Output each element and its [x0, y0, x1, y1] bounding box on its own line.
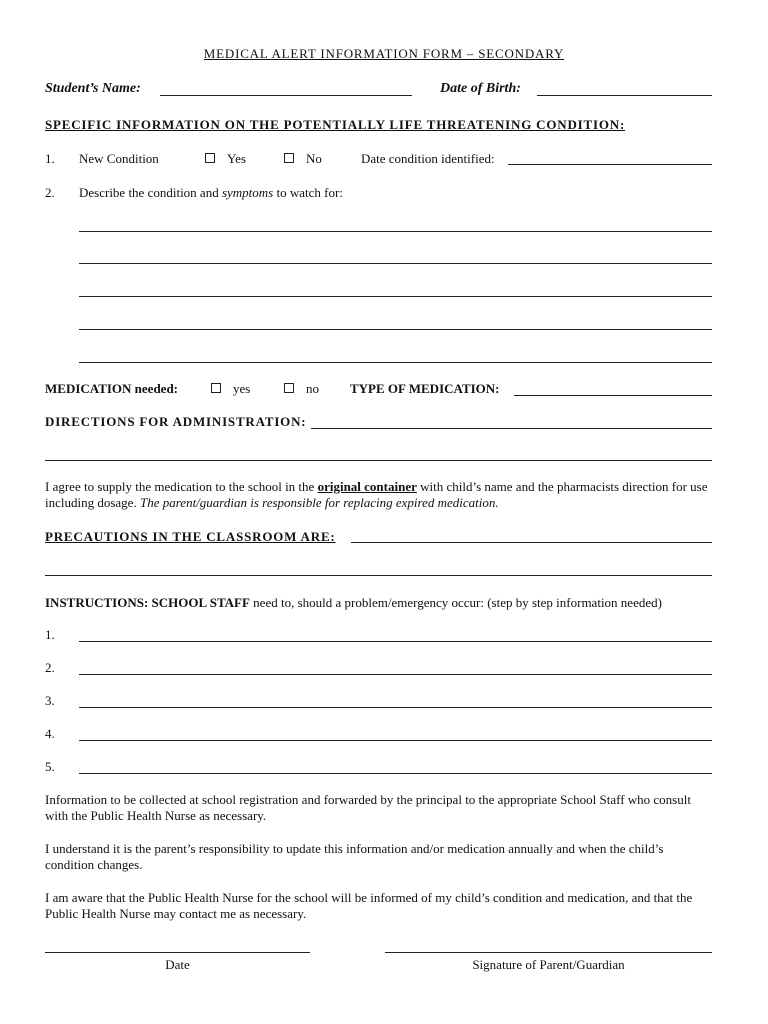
- describe-line[interactable]: [79, 362, 712, 363]
- aware-paragraph: I am aware that the Public Health Nurse for the school will be informed of my child’s condition and medication, and that the Public Health Nurse may contact me as necessary.: [45, 890, 693, 921]
- agree-paragraph: I agree to supply the medication to the school in the original container with child’s name and the pharmacists direction for use including dosage. The parent/guardian is responsible for replacing expired medication.: [45, 479, 708, 510]
- describe-condition-label: Describe the condition and symptoms to watch for:: [79, 185, 343, 200]
- describe-line[interactable]: [79, 231, 712, 232]
- new-condition-yes[interactable]: [205, 151, 246, 167]
- signature-caption: Signature of Parent/Guardian: [472, 957, 625, 972]
- describe-line[interactable]: [79, 263, 712, 264]
- describe-line[interactable]: [79, 296, 712, 297]
- describe-line[interactable]: [79, 329, 712, 330]
- dob-field[interactable]: [537, 95, 712, 96]
- step-4-field[interactable]: [79, 740, 712, 741]
- item2-number: 2.: [45, 185, 55, 200]
- step-number: 3.: [45, 693, 55, 708]
- precautions-label: PRECAUTIONS IN THE CLASSROOM ARE:: [45, 529, 336, 544]
- checkbox-icon[interactable]: [284, 383, 294, 393]
- new-condition-label: New Condition: [79, 151, 159, 166]
- medication-needed-label: MEDICATION needed:: [45, 381, 179, 396]
- date-identified-label: Date condition identified:: [361, 151, 495, 166]
- medication-no[interactable]: [284, 381, 319, 397]
- understand-paragraph: I understand it is the parent’s responsibility to update this information and/or medication annually and when the child’s condition changes.: [45, 841, 664, 872]
- specific-info-heading: SPECIFIC INFORMATION ON THE POTENTIALLY LIFE THREATENING CONDITION:: [45, 117, 626, 132]
- step-number: 2.: [45, 660, 55, 675]
- item1-number: 1.: [45, 151, 55, 166]
- dob-label: Date of Birth:: [440, 81, 521, 96]
- parent-signature-line[interactable]: [385, 952, 712, 953]
- yes-label: yes: [233, 381, 251, 396]
- date-signature-line[interactable]: [45, 952, 310, 953]
- medication-type-label: TYPE OF MEDICATION:: [350, 381, 500, 396]
- step-number: 4.: [45, 726, 55, 741]
- step-1-field[interactable]: [79, 641, 712, 642]
- directions-field[interactable]: [311, 428, 712, 429]
- no-label: no: [306, 381, 319, 396]
- step-3-field[interactable]: [79, 707, 712, 708]
- date-identified-field[interactable]: [508, 164, 712, 165]
- new-condition-no[interactable]: [284, 151, 322, 167]
- directions-line[interactable]: [45, 460, 712, 461]
- date-caption: Date: [165, 957, 190, 972]
- step-5-field[interactable]: [79, 773, 712, 774]
- step-number: 1.: [45, 627, 55, 642]
- checkbox-icon[interactable]: [211, 383, 221, 393]
- checkbox-icon[interactable]: [284, 153, 294, 163]
- step-number: 5.: [45, 759, 55, 774]
- checkbox-icon[interactable]: [205, 153, 215, 163]
- medication-yes[interactable]: [211, 381, 250, 397]
- medication-type-field[interactable]: [514, 395, 712, 396]
- student-name-label: Student’s Name:: [45, 81, 141, 96]
- yes-label: Yes: [227, 151, 246, 166]
- precautions-field[interactable]: [351, 542, 712, 543]
- form-title: MEDICAL ALERT INFORMATION FORM – SECONDARY: [203, 46, 565, 61]
- student-name-field[interactable]: [160, 95, 412, 96]
- info-collected-paragraph: Information to be collected at school registration and forwarded by the principal to the appropriate School Staff who consult with the Public Health Nurse as necessary.: [45, 792, 691, 823]
- precautions-line[interactable]: [45, 575, 712, 576]
- no-label: No: [306, 151, 322, 166]
- directions-label: DIRECTIONS FOR ADMINISTRATION:: [45, 414, 307, 429]
- step-2-field[interactable]: [79, 674, 712, 675]
- instructions-label: INSTRUCTIONS: SCHOOL STAFF need to, should a problem/emergency occur: (step by step information needed): [45, 595, 662, 610]
